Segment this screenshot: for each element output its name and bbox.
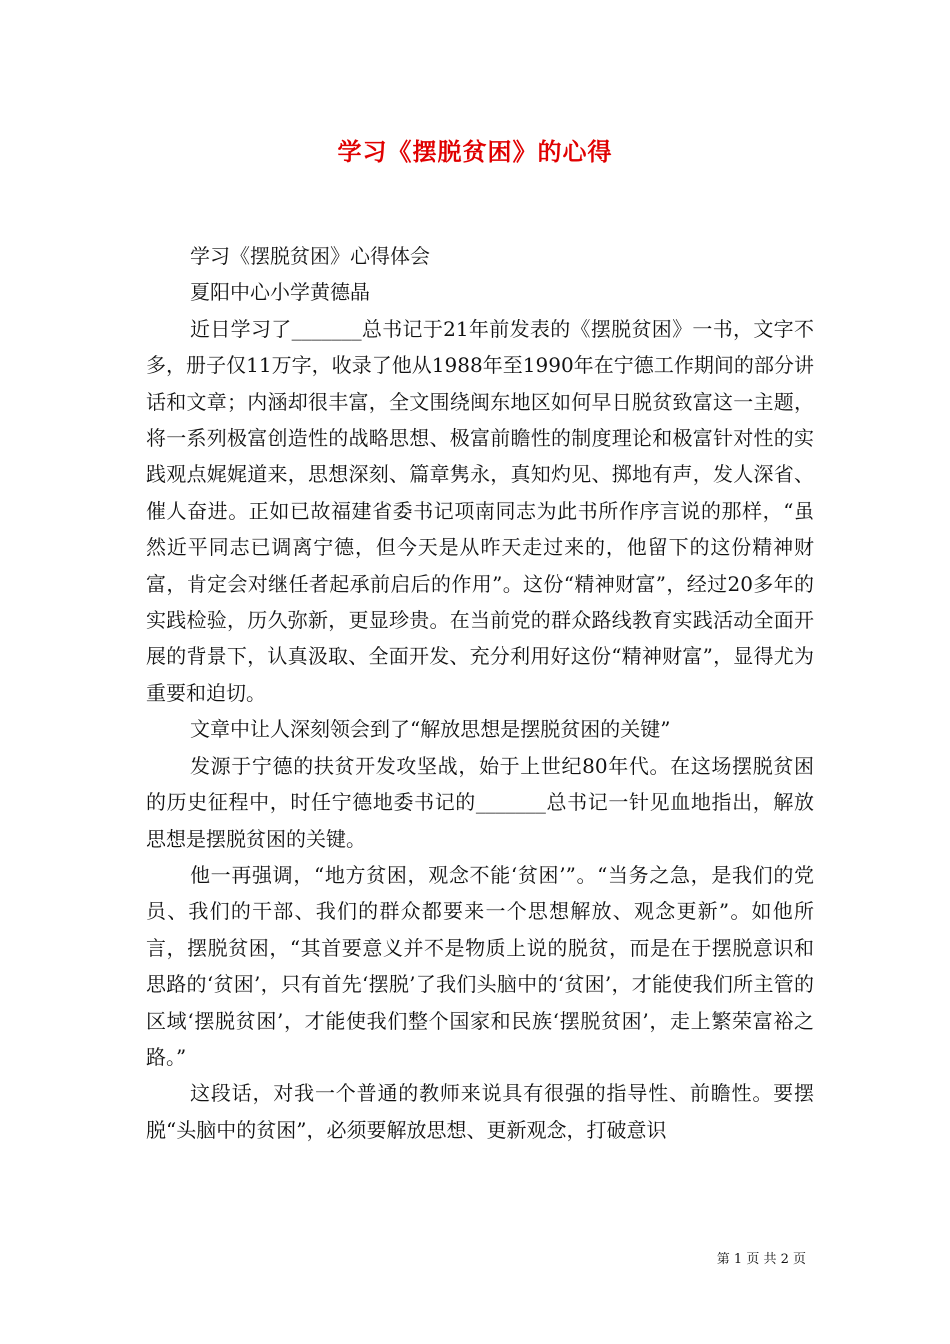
paragraph: 文章中让人深刻领会到了“解放思想是摆脱贫困的关键” (190, 717, 671, 742)
document-subtitle: 学习《摆脱贫困》心得体会 (190, 244, 430, 268)
document-body (146, 238, 814, 1148)
document-title: 学习《摆脱贫困》的心得 (337, 137, 613, 166)
author-line: 夏阳中心小学黄德晶 (190, 280, 370, 305)
paragraph: 发源于宁德的扶贫开发攻坚战，始于上世纪80年代。在这场摆脱贫困的历史征程中，时任宁德地委书记的_______总书记一针见血地指出，解放思想是摆脱贫困的关键。 (146, 753, 814, 851)
page-number: 第 1 页 共 2 页 (716, 1252, 806, 1267)
paragraph: 近日学习了_______总书记于21年前发表的《摆脱贫困》一书，文字不多，册子仅11万字，收录了他从1988年至1990年在宁德工作期间的部分讲话和文章；内涵却很丰富，全文围绕闽东地区如何早日脱贫致富这一主题，将一系列极富创造性的战略思想、极富前瞻性的制度理论和极富针对性的实践观点娓娓道来，思想深刻、篇章隽永，真知灼见、掷地有声，发人深省、催人奋进。正如已故福建省委书记项南同志为此书所作序言说的那样，“虽然近平同志已调离宁德，但今天是从昨天走过来的，他留下的这份精神财富，肯定会对继任者起承前启后的作用”。这份“精神财富”，经过20多年的实践检验，历久弥新，更显珍贵。在当前党的群众路线教育实践活动全面开展的背景下，认真汲取、全面开发、充分利用好这份“精神财富”，显得尤为重要和迫切。 (146, 316, 814, 705)
paragraph: 他一再强调，“地方贫困，观念不能‘贫困’”。“当务之急，是我们的党员、我们的干部、我们的群众都要来一个思想解放、观念更新”。如他所言，摆脱贫困，“其首要意义并不是物质上说的脱贫，而是在于摆脱意识和思路的‘贫困’，只有首先‘摆脱’了我们头脑中的‘贫困’，才能使我们所主管的区域‘摆脱贫困’，才能使我们整个国家和民族‘摆脱贫困’，走上繁荣富裕之路。” (146, 862, 814, 1069)
paragraph: 这段话，对我一个普通的教师来说具有很强的指导性、前瞻性。要摆脱“头脑中的贫困”，必须要解放思想、更新观念，打破意识 (146, 1081, 814, 1142)
